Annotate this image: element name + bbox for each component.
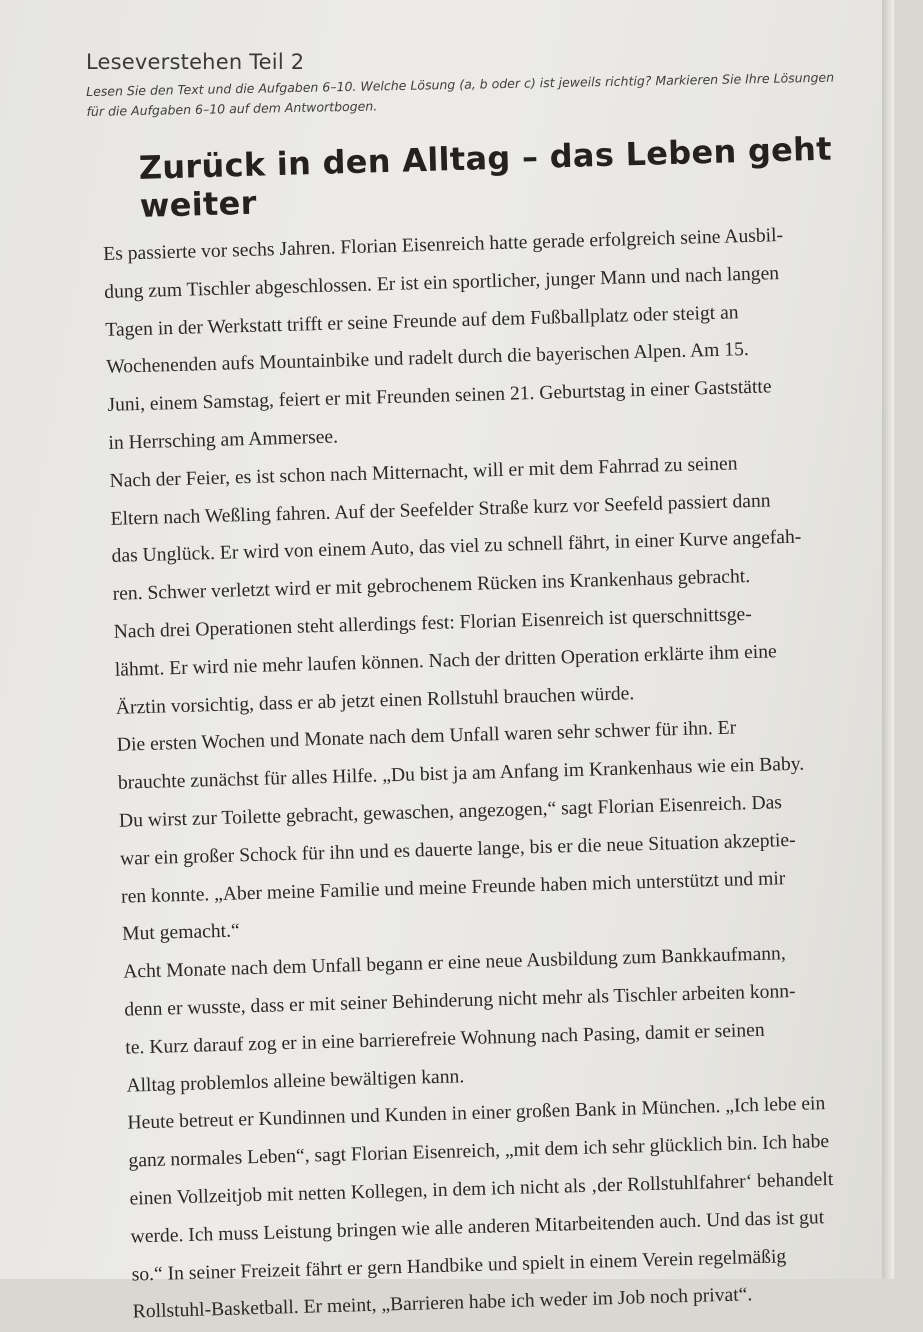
text-line: Juni, einem Samstag, feiert er mit Freunden seinen 21. Geburtstag in einer Gaststätte <box>107 376 772 417</box>
text-line: werde. Ich muss Leistung bringen wie alle anderen Mitarbeitenden auch. Und das ist gut <box>130 1206 825 1248</box>
article-body <box>103 214 923 1332</box>
page-edge <box>882 0 894 1279</box>
task-instruction <box>86 67 847 122</box>
text-line: ren. Schwer verletzt wird er mit gebrochenem Rücken ins Krankenhaus gebracht. <box>112 566 751 605</box>
text-line: so.“ In seiner Freizeit fährt er gern Handbike und spielt in einem Verein regelmäßig <box>131 1245 787 1286</box>
text-line: Wochenenden aufs Mountainbike und radelt durch die bayerischen Alpen. Am 15. <box>106 339 750 379</box>
text-line: in Herrsching am Ammersee. <box>108 426 339 454</box>
text-line: Tagen in der Werkstatt trifft er seine Freunde auf dem Fußballplatz oder steigt an <box>105 301 739 341</box>
text-line: Acht Monate nach dem Unfall begann er eine neue Ausbildung zum Bankkaufmann, <box>122 943 787 983</box>
instruction-line-1: Lesen Sie den Text und die Aufgaben 6–10. Welche Lösung (a, b oder c) ist jeweils richtig? Markieren Sie Ihre Lösungen <box>86 69 835 99</box>
text-line: dung zum Tischler abgeschlossen. Er ist ein sportlicher, junger Mann und nach langen <box>103 262 780 303</box>
text-line: denn er wusste, dass er mit seiner Behinderung nicht mehr als Tischler arbeiten konn- <box>124 980 796 1021</box>
text-line: Du wirst zur Toilette gebracht, gewaschen, angezogen,“ sagt Florian Eisenreich. Das <box>118 792 783 832</box>
text-line: Rollstuhl-Basketball. Er meint, „Barrieren habe ich weder im Job noch privat“. <box>132 1284 753 1323</box>
text-line: lähmt. Er wird nie mehr laufen können. Nach der dritten Operation erklärte ihm eine <box>114 641 777 681</box>
text-line: brauchte zunächst für alles Hilfe. „Du bist ja am Anfang im Krankenhaus wie ein Baby. <box>117 753 805 794</box>
text-line: ren konnte. „Aber meine Familie und meine Freunde haben mich unterstützt und mir <box>120 867 786 908</box>
section-title: Leseverstehen Teil 2 <box>86 50 305 74</box>
text-line: Alltag problemlos alleine bewältigen kann. <box>126 1065 465 1097</box>
text-line: einen Vollzeitjob mit netten Kollegen, in dem ich nicht als ‚der Rollstuhlfahrer‘ behandelt <box>129 1168 834 1210</box>
text-line: das Unglück. Er wird von einem Auto, das viel zu schnell fährt, in einer Kurve angefah- <box>111 526 802 568</box>
text-line: Nach drei Operationen steht allerdings fest: Florian Eisenreich ist querschnittsge- <box>113 603 753 643</box>
text-line: Die ersten Wochen und Monate nach dem Unfall waren sehr schwer für ihn. Er <box>116 717 737 757</box>
text-line: war ein großer Schock für ihn und es dauerte lange, bis er die neue Situation akzeptie- <box>119 829 796 870</box>
text-line: Es passierte vor sechs Jahren. Florian Eisenreich hatte gerade erfolgreich seine Ausbil- <box>102 224 784 265</box>
article-title: Zurück in den Alltag – das Leben geht weiter <box>138 129 833 225</box>
text-line: Eltern nach Weßling fahren. Auf der Seefelder Straße kurz vor Seefeld passiert dann <box>110 490 771 530</box>
text-line: Nach der Feier, es ist schon nach Mitternacht, will er mit dem Fahrrad zu seinen <box>109 453 738 492</box>
text-line: ganz normales Leben“, sagt Florian Eisenreich, „mit dem ich sehr glücklich bin. Ich habe <box>128 1131 830 1172</box>
task-header <box>86 50 846 122</box>
instruction-line-2: für die Aufgaben 6–10 auf dem Antwortbogen. <box>86 98 378 119</box>
text-line: Ärztin vorsichtig, dass er ab jetzt einen Rollstuhl brauchen würde. <box>115 682 635 719</box>
text-line: Mut gemacht.“ <box>121 920 240 946</box>
text-line: Heute betreut er Kundinnen und Kunden in einer großen Bank in München. „Ich lebe ein <box>127 1093 826 1134</box>
article <box>100 118 923 1332</box>
text-line: te. Kurz darauf zog er in eine barrierefreie Wohnung nach Pasing, damit er seinen <box>125 1019 765 1059</box>
